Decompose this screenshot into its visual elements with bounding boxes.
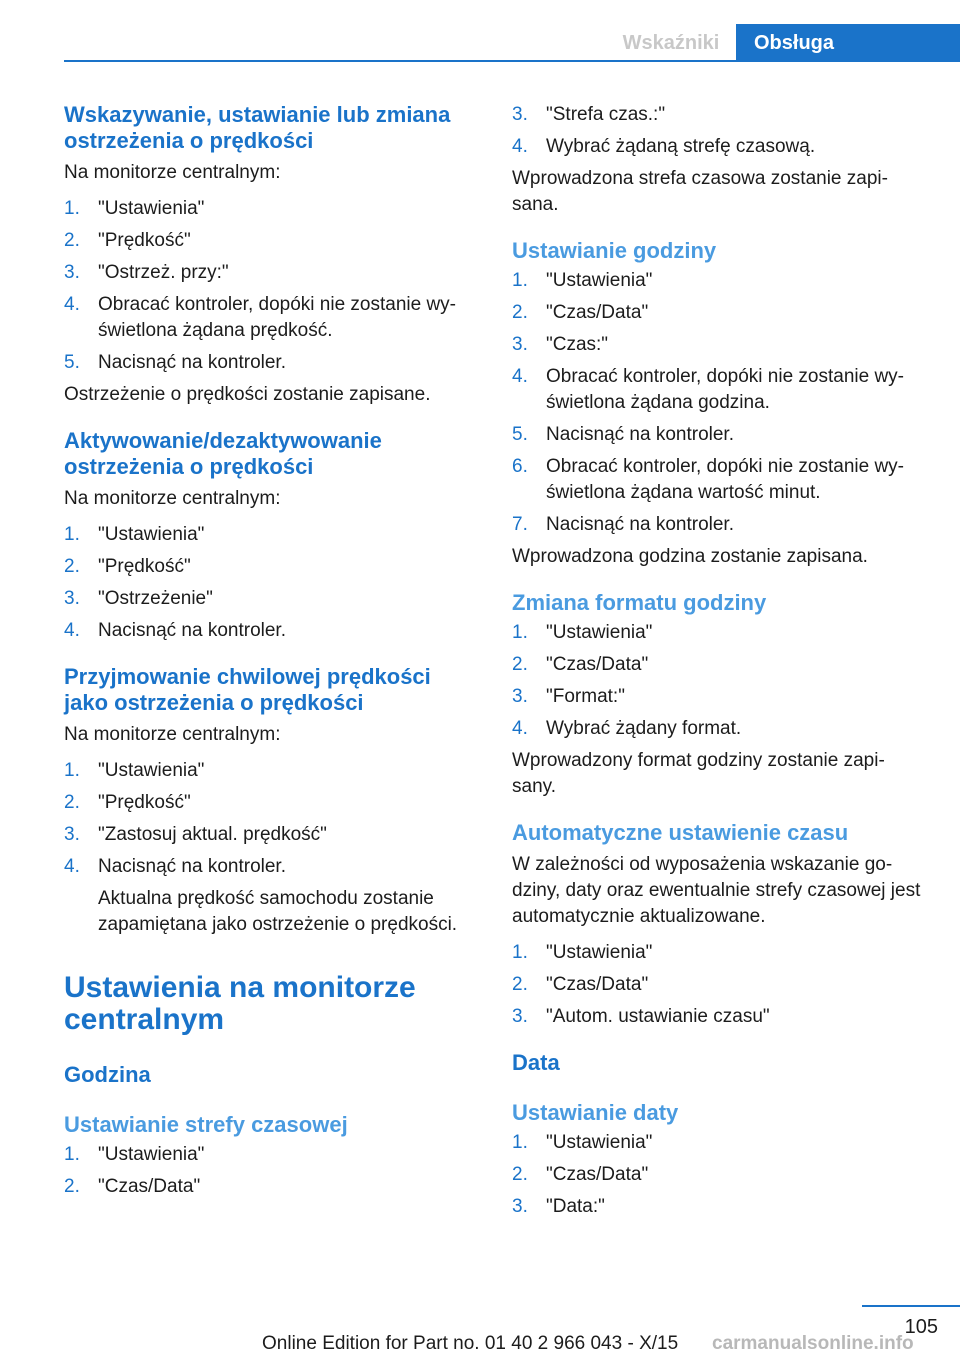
list-item — [512, 716, 928, 742]
list-item — [512, 1004, 928, 1030]
list-item — [64, 196, 480, 222]
list-item — [512, 620, 928, 646]
step-number: 3. — [512, 1006, 528, 1027]
section-title-timezone: Ustawianie strefy czasowej — [64, 1112, 348, 1137]
step-number: 1. — [64, 760, 80, 781]
tab-wskazniki[interactable]: Wskaźniki — [622, 31, 720, 54]
step-text: "Ustawienia" — [546, 942, 653, 963]
list-item — [64, 790, 480, 816]
step-text: "Format:" — [546, 686, 625, 707]
list-item — [512, 134, 928, 160]
step-number: 2. — [64, 230, 80, 251]
step-number: 4. — [64, 856, 80, 877]
list-item — [512, 1194, 928, 1220]
step-text: "Zastosuj aktual. prędkość" — [98, 824, 327, 845]
list-item — [64, 292, 480, 344]
step-number: 1. — [512, 270, 528, 291]
edition-text: Online Edition for Part no. 01 40 2 966 043 - X/15 — [262, 1333, 679, 1354]
steps-list — [64, 1142, 480, 1200]
list-item — [64, 350, 480, 376]
step-text: "Czas/Data" — [546, 974, 649, 995]
steps-list — [512, 620, 928, 742]
list-item — [512, 364, 928, 416]
step-number: 3. — [64, 588, 80, 609]
steps-list — [512, 940, 928, 1030]
step-text: "Prędkość" — [98, 230, 191, 251]
list-item — [64, 228, 480, 254]
result-text: Wprowadzony format godziny zostanie zapi-sany. — [512, 750, 885, 797]
step-text: "Prędkość" — [98, 556, 191, 577]
step-text: Obracać kontroler, dopóki nie zostanie wy-świetlona żądana godzina. — [546, 366, 905, 413]
list-item — [512, 1162, 928, 1188]
result-text: Wprowadzona godzina zostanie zapisana. — [512, 546, 868, 567]
page-number: 105 — [904, 1316, 938, 1338]
step-number: 2. — [64, 792, 80, 813]
step-text: Obracać kontroler, dopóki nie zostanie wy-świetlona żądana wartość minut. — [546, 456, 905, 503]
list-item — [512, 102, 928, 128]
list-item — [512, 422, 928, 448]
step-text: Nacisnąć na kontroler. — [98, 856, 286, 877]
step-text: "Czas/Data" — [546, 654, 649, 675]
step-number: 3. — [512, 686, 528, 707]
step-text: "Strefa czas.:" — [546, 104, 666, 125]
step-number: 1. — [512, 942, 528, 963]
step-text: "Autom. ustawianie czasu" — [546, 1006, 770, 1027]
step-note: Aktualna prędkość samochodu zostanie zapamiętana jako ostrzeżenie o prędkości. — [98, 888, 458, 935]
step-number: 3. — [64, 824, 80, 845]
watermark: carmanualsonline.info — [712, 1333, 914, 1354]
step-text: Obracać kontroler, dopóki nie zostanie wy-świetlona żądana prędkość. — [98, 294, 457, 341]
step-number: 3. — [512, 1196, 528, 1217]
step-text: "Ustawienia" — [546, 622, 653, 643]
step-text: "Ustawienia" — [98, 1144, 205, 1165]
list-item — [64, 554, 480, 580]
list-item — [64, 854, 480, 880]
steps-list — [64, 196, 480, 376]
step-text: Nacisnąć na kontroler. — [98, 352, 286, 373]
list-item — [64, 260, 480, 286]
steps-list — [64, 758, 480, 880]
list-item — [512, 940, 928, 966]
list-item — [64, 1174, 480, 1200]
list-item — [512, 1130, 928, 1156]
tab-obsluga[interactable]: Obsługa — [736, 24, 960, 62]
list-item — [512, 652, 928, 678]
subsection-title-data: Data — [512, 1050, 560, 1075]
step-text: "Czas/Data" — [546, 1164, 649, 1185]
step-number: 5. — [512, 424, 528, 445]
right-column — [512, 102, 928, 1226]
footer-rule — [862, 1305, 960, 1307]
step-number: 1. — [64, 198, 80, 219]
intro-text: Na monitorze centralnym: — [64, 724, 281, 745]
step-text: "Ustawienia" — [98, 524, 205, 545]
step-number: 1. — [64, 524, 80, 545]
list-item — [512, 972, 928, 998]
step-number: 1. — [64, 1144, 80, 1165]
step-number: 2. — [512, 654, 528, 675]
step-text: "Ustawienia" — [98, 198, 205, 219]
step-text: "Czas/Data" — [98, 1176, 201, 1197]
step-text: "Ustawienia" — [546, 1132, 653, 1153]
section-title-speed-warning: Wskazywanie, ustawianie lub zmiana ostrzeżenia o prędkości — [64, 102, 451, 153]
intro-text: Na monitorze centralnym: — [64, 162, 281, 183]
step-text: "Ostrzeż. przy:" — [98, 262, 229, 283]
step-text: "Prędkość" — [98, 792, 191, 813]
list-item — [64, 822, 480, 848]
step-number: 4. — [64, 620, 80, 641]
step-number: 4. — [64, 294, 80, 315]
steps-list — [512, 268, 928, 538]
step-text: "Czas:" — [546, 334, 609, 355]
step-number: 6. — [512, 456, 528, 477]
section-title-set-date: Ustawianie daty — [512, 1100, 679, 1125]
step-number: 3. — [512, 334, 528, 355]
list-item — [512, 300, 928, 326]
section-title-set-time: Ustawianie godziny — [512, 238, 717, 263]
chapter-title: Ustawienia na monitorze centralnym — [64, 971, 416, 1036]
step-text: Wybrać żądany format. — [546, 718, 742, 739]
section-title-current-speed: Przyjmowanie chwilowej prędkości jako ostrzeżenia o prędkości — [64, 664, 431, 715]
step-text: "Data:" — [546, 1196, 605, 1217]
step-number: 2. — [64, 1176, 80, 1197]
section-title-auto-time: Automatyczne ustawienie czasu — [512, 820, 849, 845]
step-number: 4. — [512, 718, 528, 739]
step-number: 3. — [512, 104, 528, 125]
step-number: 5. — [64, 352, 80, 373]
step-number: 2. — [64, 556, 80, 577]
list-item — [512, 332, 928, 358]
step-number: 7. — [512, 514, 528, 535]
steps-list — [512, 1130, 928, 1220]
list-item — [64, 758, 480, 784]
step-text: Nacisnąć na kontroler. — [98, 620, 286, 641]
left-column — [64, 102, 480, 1206]
step-number: 2. — [512, 974, 528, 995]
step-text: Nacisnąć na kontroler. — [546, 514, 734, 535]
step-text: "Ustawienia" — [98, 760, 205, 781]
step-number: 1. — [512, 1132, 528, 1153]
result-text: Wprowadzona strefa czasowa zostanie zapi-sana. — [512, 168, 888, 215]
list-item — [512, 454, 928, 506]
step-text: "Ustawienia" — [546, 270, 653, 291]
intro-text: Na monitorze centralnym: — [64, 488, 281, 509]
step-number: 1. — [512, 622, 528, 643]
step-text: Nacisnąć na kontroler. — [546, 424, 734, 445]
subsection-title-godzina: Godzina — [64, 1062, 151, 1087]
section-title-activate: Aktywowanie/dezaktywowanie ostrzeżenia o prędkości — [64, 428, 382, 479]
list-item — [512, 684, 928, 710]
step-number: 2. — [512, 1164, 528, 1185]
step-text: Wybrać żądaną strefę czasową. — [546, 136, 816, 157]
steps-list — [512, 102, 928, 160]
list-item — [64, 618, 480, 644]
step-text: "Ostrzeżenie" — [98, 588, 213, 609]
step-number: 2. — [512, 302, 528, 323]
step-number: 3. — [64, 262, 80, 283]
list-item — [512, 268, 928, 294]
list-item — [512, 512, 928, 538]
step-number: 4. — [512, 136, 528, 157]
step-number: 4. — [512, 366, 528, 387]
step-text: "Czas/Data" — [546, 302, 649, 323]
steps-list — [64, 522, 480, 644]
section-title-time-format: Zmiana formatu godziny — [512, 590, 767, 615]
list-item — [64, 522, 480, 548]
intro-text: W zależności od wyposażenia wskazanie go-dziny, daty oraz ewentualnie strefy czasowej jest automatycznie aktualizowane. — [512, 854, 921, 927]
result-text: Ostrzeżenie o prędkości zostanie zapisane. — [64, 384, 431, 405]
list-item — [64, 1142, 480, 1168]
list-item — [64, 586, 480, 612]
